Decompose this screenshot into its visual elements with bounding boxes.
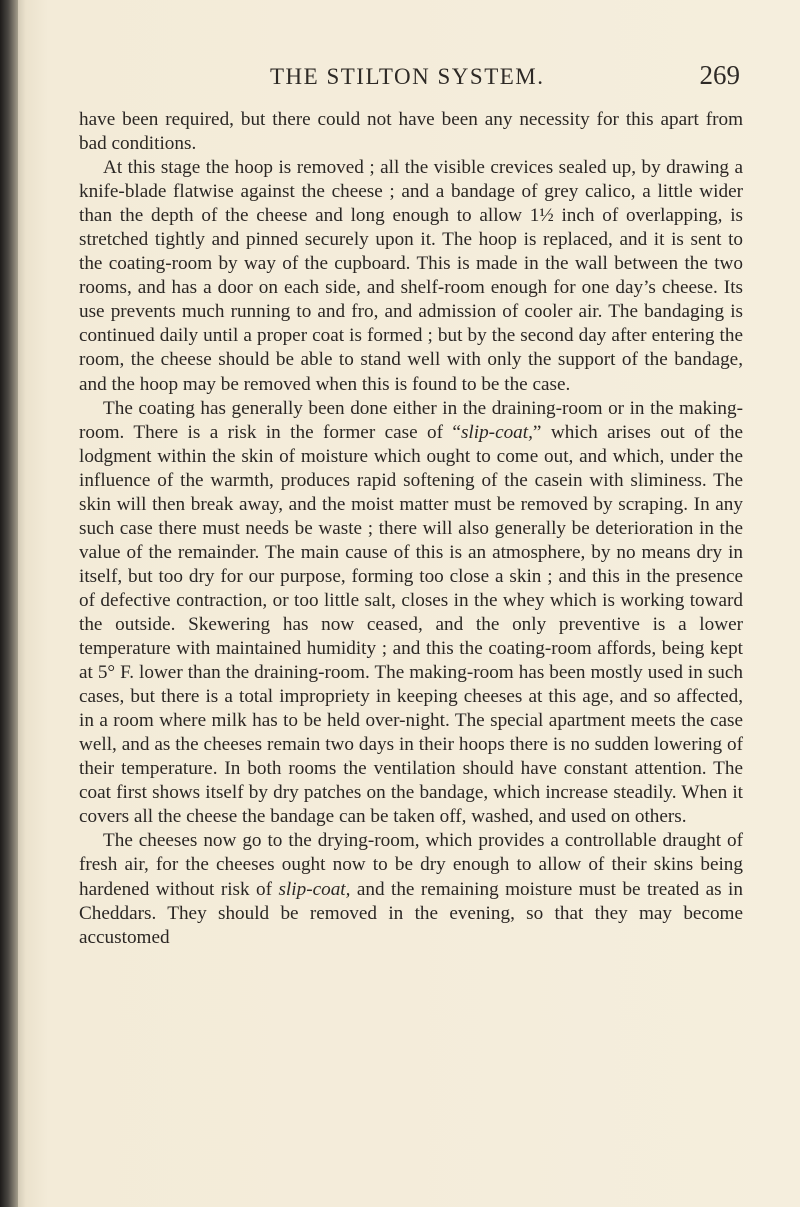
text-run: ” which arises out of the lodgment within the skin of moisture which ought to come out, and which, under the influence of the warmth, produces rapid softening of the casein with sliminess. The skin will then break away, and the moist matter must be removed by scraping. In any such case there must needs be waste ; there will also generally be deterioration in the value of the remainder. The main cause of this is an atmosphere, by no means dry in itself, but too dry for our purpose, forming too close a skin ; and this in the presence of defective contraction, or too little salt, closes in the whey which is working toward the outside. Skewering has now ceased, and the only preventive is a lower temperature with maintained humidity ; and this the coating-room affords, being kept at 5° F. lower than the draining-room. The making-room has been mostly used in such cases, but there is a total impropriety in keeping cheeses at this age, and so affected, in a room where milk has to be held over-night. The special apartment meets the case well, and as the cheeses remain two days in their hoops there is no sudden lowering of their temperature. In both rooms the ventilation should have constant attention. The coat first shows itself by dry patches on the bandage, which increase steadily. When it covers all the cheese the bandage can be taken off, washed, and used on others. bbox=[79, 421, 743, 828]
page-header bbox=[270, 60, 740, 96]
body-text bbox=[79, 108, 743, 950]
text-run: and the remaining moisture must be treated as in Cheddars. They should be removed in the evening, so that they may become accustomed bbox=[79, 878, 743, 948]
text-run: The cheeses now go to the drying-room, which provides a controllable draught of fresh air, for the cheeses ought now to be dry enough to allow of their skins being hardened without risk of bbox=[79, 830, 743, 900]
running-head: THE STILTON SYSTEM. bbox=[270, 64, 545, 89]
text-run: have been required, but there could not have been any necessity for this apart from bad conditions. bbox=[79, 109, 743, 155]
paragraph bbox=[79, 108, 743, 156]
page-number: 269 bbox=[699, 60, 740, 90]
paragraph bbox=[79, 156, 743, 396]
paragraph bbox=[79, 397, 743, 830]
italic-term: slip-coat, bbox=[460, 421, 533, 443]
text-run: The coating has generally been done either in the draining-room or in the making-room. There is a risk in the former case of “ bbox=[79, 397, 743, 443]
italic-term: slip-coat, bbox=[278, 878, 351, 900]
text-run: At this stage the hoop is removed ; all the visible crevices sealed up, by drawing a knife-blade flatwise against the cheese ; and a bandage of grey calico, a little wider than the depth of the cheese and long enough to allow 1½ inch of overlapping, is stretched tightly and pinned securely upon it. The hoop is replaced, and it is sent to the coating-room by way of the cupboard. This is made in the wall between the two rooms, and has a door on each side, and shelf-room enough for one day’s cheese. Its use prevents much running to and fro, and admission of cooler air. The bandaging is continued daily until a proper coat is formed ; but by the second day after entering the room, the cheese should be able to stand well with only the support of the bandage, and the hoop may be removed when this is found to be the case. bbox=[79, 157, 743, 395]
paragraph bbox=[79, 829, 743, 949]
book-spine-edge bbox=[0, 0, 18, 1207]
